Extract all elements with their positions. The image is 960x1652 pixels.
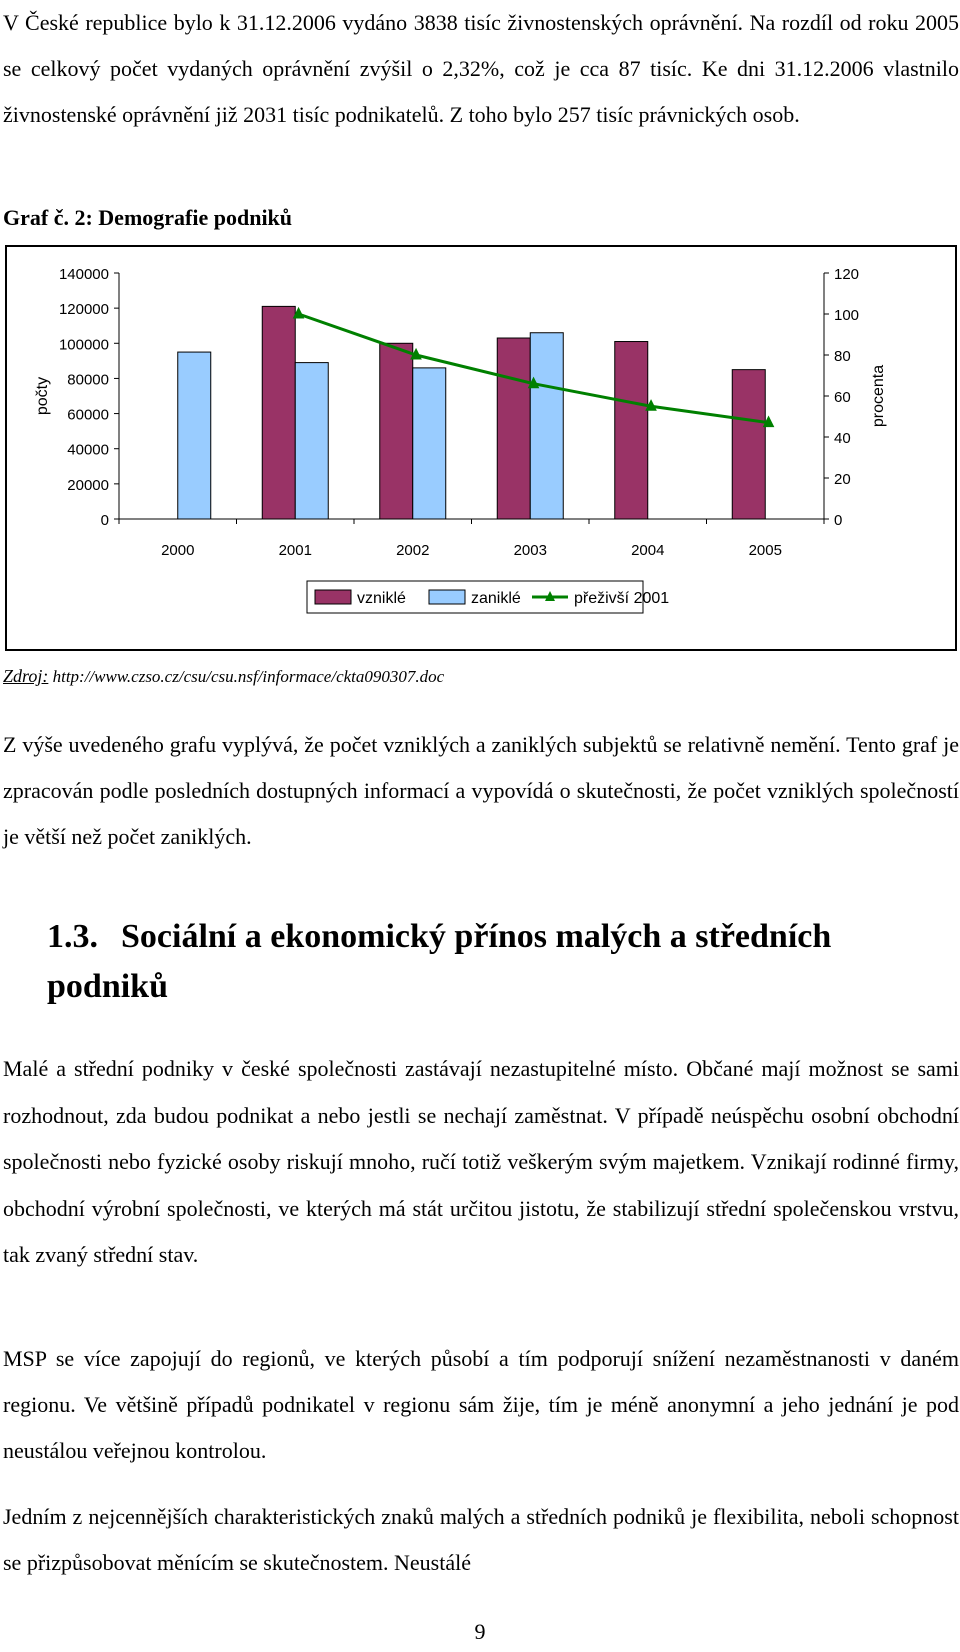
source-label: Zdroj: [3,666,49,686]
legend-label: přeživší 2001 [574,590,670,607]
source-url[interactable]: http://www.czso.cz/csu/csu.nsf/informace/ckta090307.doc [52,667,445,686]
y2-axis-title: procenta [870,364,887,428]
y-tick-label: 60000 [67,406,109,424]
x-tick-label: 2003 [513,542,547,559]
bar-zaniklé [295,363,328,519]
after-chart-paragraph: Z výše uvedeného grafu vyplývá, že počet vzniklých a zaniklých subjektů se relativně nemění. Tento graf je zpracován podle posledních dostupných informací a vypovídá o skutečnosti, že počet vzniklých společností je větší než počet zaniklých. [3,732,959,849]
legend-label: vzniklé [357,590,406,607]
page-number: 9 [474,1619,486,1644]
y-tick-label: 40000 [67,441,109,459]
y-tick-label: 140000 [58,266,109,283]
y2-tick-label: 100 [834,307,860,324]
y-tick-label: 100000 [58,336,109,354]
x-tick-label: 2002 [396,542,430,559]
y2-tick-label: 60 [834,389,851,406]
bar-zaniklé [530,333,563,519]
chart-svg [7,247,959,653]
bar-zaniklé [413,368,446,519]
y2-tick-label: 80 [834,348,851,365]
bar-zaniklé [178,352,211,519]
regions-paragraph: MSP se více zapojují do regionů, ve kterých působí a tím podporují snížení nezaměstnanosti v daném regionu. Ve většině případů podnikatel v regionu sám žije, tím je méně anonymní a jeho jednání je pod neustálou veřejnou kontrolou. [3,1346,959,1463]
x-tick-label: 2005 [748,542,782,559]
section-title: Sociální a ekonomický přínos malých a středních podniků [47,918,832,1005]
source-line [3,664,444,689]
graph-caption: Graf č. 2: Demografie podniků [3,205,293,230]
intro-paragraph: V České republice bylo k 31.12.2006 vydáno 3838 tisíc živnostenských oprávnění. Na rozdíl od roku 2005 se celkový počet vydaných oprávnění zvýšil o 2,32%, což je cca 87 tisíc. Ke dni 31.12.2006 vlastnilo živnostenské oprávnění již 2031 tisíc podnikatelů. Z toho bylo 257 tisíc právnických osob. [3,10,959,127]
demography-chart [5,245,957,651]
x-tick-label: 2001 [278,542,312,559]
y-axis-title: počty [34,376,51,416]
section-number: 1.3. [47,918,98,955]
legend-label: zaniklé [471,590,521,607]
y2-tick-label: 120 [834,266,860,283]
y2-tick-label: 20 [834,471,851,488]
legend-swatch [429,590,465,604]
x-tick-label: 2004 [631,542,665,559]
y2-tick-label: 40 [834,430,851,447]
y-tick-label: 80000 [67,371,109,389]
bar-vzniklé [497,338,530,519]
bar-vzniklé [732,370,765,519]
section-heading [47,912,927,1012]
bar-vzniklé [380,343,413,519]
bar-vzniklé [615,342,648,519]
x-tick-label: 2000 [161,542,195,559]
y-tick-label: 20000 [67,476,109,494]
legend-swatch [315,590,351,604]
y-tick-label: 0 [100,512,109,529]
y-tick-label: 120000 [58,301,109,319]
msp-role-paragraph: Malé a střední podniky v české společnosti zastávají nezastupitelné místo. Občané mají možnost se sami rozhodnout, zda budou podnikat a nebo jestli se nechají zaměstnat. V případě neúspěchu osobní obchodní společnosti nebo fyzické osoby riskují mnoho, ručí totiž veškerým svým majetkem. Vznikají rodinné firmy, obchodní výrobní společnosti, ve kterých má stát určitou jistotu, že stabilizují střední společenskou vrstvu, tak zvaný střední stav. [3,1056,959,1267]
y2-tick-label: 0 [834,512,843,529]
flexibility-paragraph: Jedním z nejcennějších charakteristických znaků malých a středních podniků je flexibilita, neboli schopnost se přizpůsobovat měnícím se skutečnostem. Neustálé [3,1504,959,1575]
bar-vzniklé [262,306,295,519]
